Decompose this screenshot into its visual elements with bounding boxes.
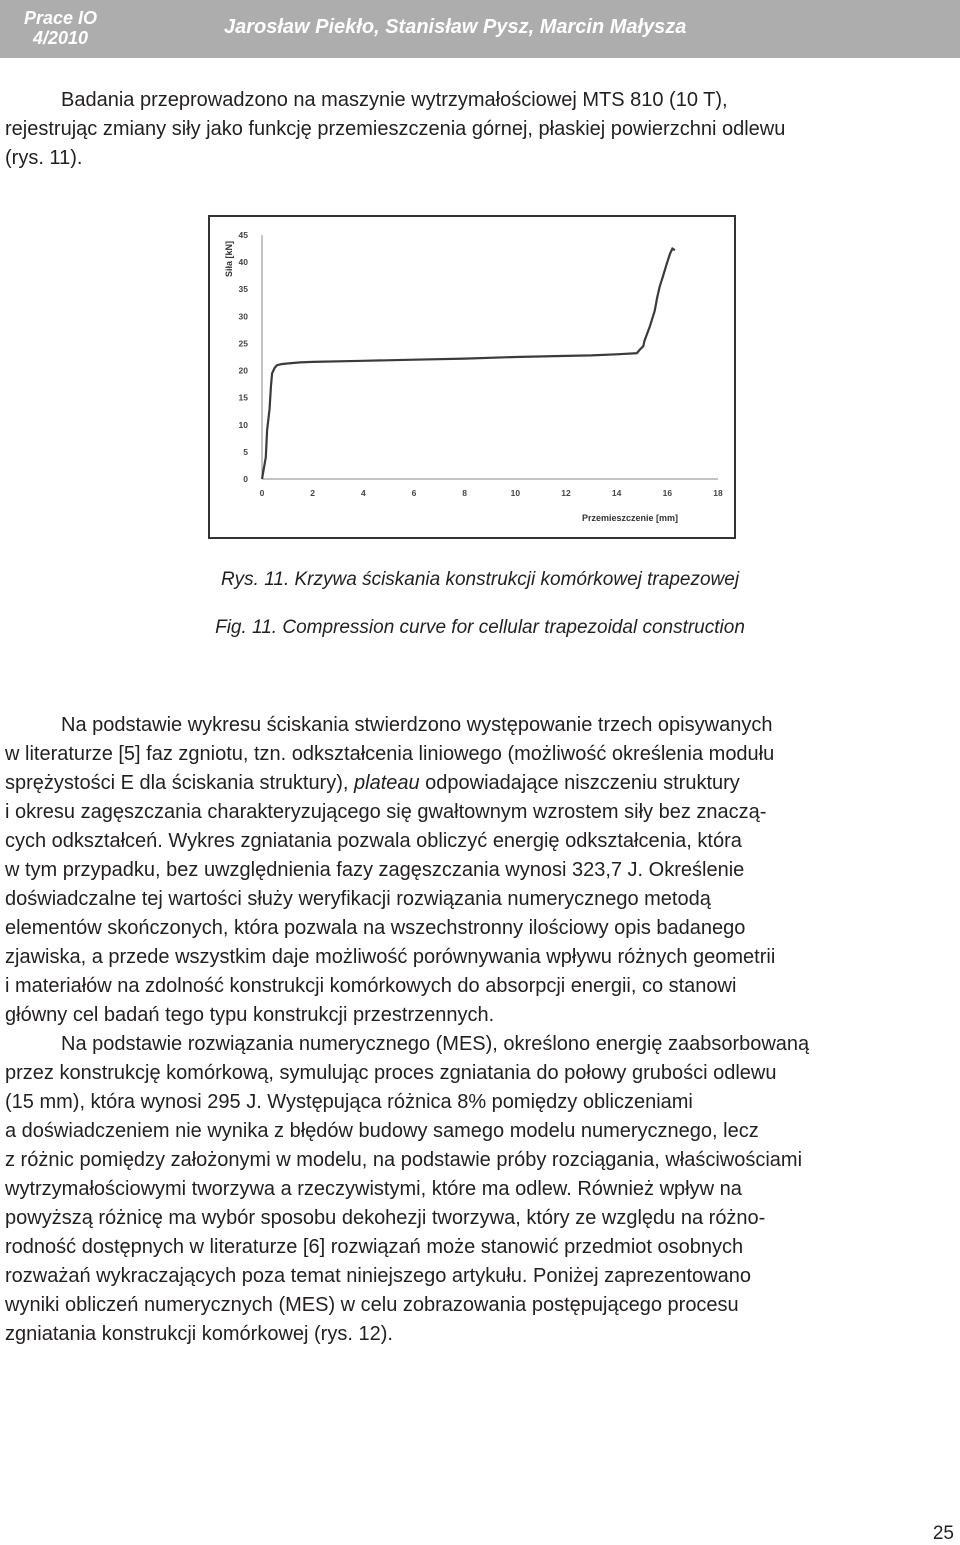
x-tick-label: 14 [611, 488, 622, 498]
y-axis-label: Siła [kN] [224, 240, 234, 277]
text-line: sprężystości E dla ściskania struktury), plateau odpowiadające niszczeniu struktury [5, 772, 740, 794]
text-line: z różnic pomiędzy założonymi w modelu, na podstawie próby rozciągania, właściwościami [5, 1149, 803, 1171]
y-tick-label: 45 [238, 230, 248, 240]
y-tick-label: 20 [238, 365, 248, 376]
text-line: powyższą różnicę ma wybór sposobu dekohezji tworzywa, który ze względu na różno- [5, 1207, 766, 1229]
text-line: Badania przeprowadzono na maszynie wytrzymałościowej MTS 810 (10 T), [61, 89, 728, 111]
text-line: zgniatania konstrukcji komórkowej (rys. 12). [5, 1323, 393, 1345]
y-tick-label: 35 [238, 284, 248, 295]
x-tick-label: 0 [259, 488, 265, 498]
x-tick-label: 8 [462, 488, 468, 498]
page-header [0, 0, 960, 58]
y-tick-label: 5 [243, 446, 248, 457]
x-tick-label: 12 [561, 488, 571, 498]
page-number: 25 [932, 1523, 954, 1544]
text-line: wyniki obliczeń numerycznych (MES) w celu zobrazowania postępującego procesu [5, 1294, 739, 1316]
y-tick-label: 30 [238, 311, 248, 322]
journal-name [24, 8, 97, 48]
x-tick-label: 6 [411, 488, 417, 498]
x-tick-label: 18 [713, 488, 723, 498]
y-tick-label: 15 [238, 392, 248, 403]
text-line: Na podstawie wykresu ściskania stwierdzono występowanie trzech opisywanych [61, 714, 773, 736]
body-paragraph-2 [5, 1030, 955, 1349]
text-line: zjawiska, a przede wszystkim daje możliwość porównywania wpływu różnych geometrii [5, 946, 776, 968]
text-line: główny cel badań tego typu konstrukcji przestrzennych. [5, 1004, 495, 1026]
text-line: w literaturze [5] faz zgniotu, tzn. odkształcenia liniowego (możliwość określenia modułu [5, 743, 775, 765]
text-line: elementów skończonych, która pozwala na wszechstronny ilościowy opis badanego [5, 917, 746, 939]
y-tick-label: 10 [238, 419, 248, 430]
x-tick-label: 2 [310, 488, 316, 498]
text-line: (rys. 11). [5, 147, 83, 169]
text-line: rozważań wykraczających poza temat niniejszego artykułu. Poniżej zaprezentowano [5, 1265, 751, 1287]
x-tick-label: 16 [662, 488, 673, 498]
plateau-term: plateau [354, 772, 420, 794]
text-line: a doświadczeniem nie wynika z błędów budowy samego modelu numerycznego, lecz [5, 1120, 759, 1142]
figure-caption-en: Fig. 11. Compression curve for cellular trapezoidal construction [215, 617, 745, 638]
text-line: i materiałów na zdolność konstrukcji komórkowych do absorpcji energii, co stanowi [5, 975, 737, 997]
running-authors: Jarosław Piekło, Stanisław Pysz, Marcin Małysza [224, 16, 687, 38]
y-tick-label: 40 [238, 257, 248, 268]
intro-paragraph [5, 86, 955, 173]
y-tick-label: 25 [238, 338, 248, 349]
text-line: i okresu zagęszczania charakteryzującego się gwałtownym wzrostem siły bez znaczą- [5, 801, 767, 823]
body-paragraph-1 [5, 711, 955, 1030]
text-line: rejestrując zmiany siły jako funkcję przemieszczenia górnej, płaskiej powierzchni odlewu [5, 118, 786, 140]
text-line: doświadczalne tej wartości służy weryfikacji rozwiązania numerycznego metodą [5, 888, 711, 910]
journal-title: Prace IO [24, 8, 98, 28]
text-line: wytrzymałościowymi tworzywa a rzeczywistymi, które ma odlew. Również wpływ na [5, 1178, 742, 1200]
text-line: cych odkształceń. Wykres zgniatania pozwala obliczyć energię odkształcenia, która [5, 830, 742, 852]
text-line: (15 mm), która wynosi 295 J. Występująca różnica 8% pomiędzy obliczeniami [5, 1091, 693, 1113]
text-line: rodność dostępnych w literaturze [6] rozwiązań może stanowić przedmiot osobnych [5, 1236, 744, 1258]
figure-caption-pl: Rys. 11. Krzywa ściskania konstrukcji komórkowej trapezowej [220, 569, 740, 590]
y-tick-label: 0 [243, 474, 248, 484]
text-line: w tym przypadku, bez uwzględnienia fazy zagęszczania wynosi 323,7 J. Określenie [5, 859, 745, 881]
figure-11 [208, 215, 736, 541]
text-line: przez konstrukcję komórkową, symulując proces zgniatania do połowy grubości odlewu [5, 1062, 777, 1084]
x-tick-label: 4 [360, 488, 366, 498]
text-line: Na podstawie rozwiązania numerycznego (MES), określono energię zaabsorbowaną [61, 1033, 810, 1055]
journal-issue: 4/2010 [32, 28, 89, 48]
x-axis-label: Przemieszczenie [mm] [582, 513, 679, 523]
chart-frame [209, 216, 735, 538]
x-tick-label: 10 [510, 488, 521, 498]
compression-chart [208, 215, 736, 541]
